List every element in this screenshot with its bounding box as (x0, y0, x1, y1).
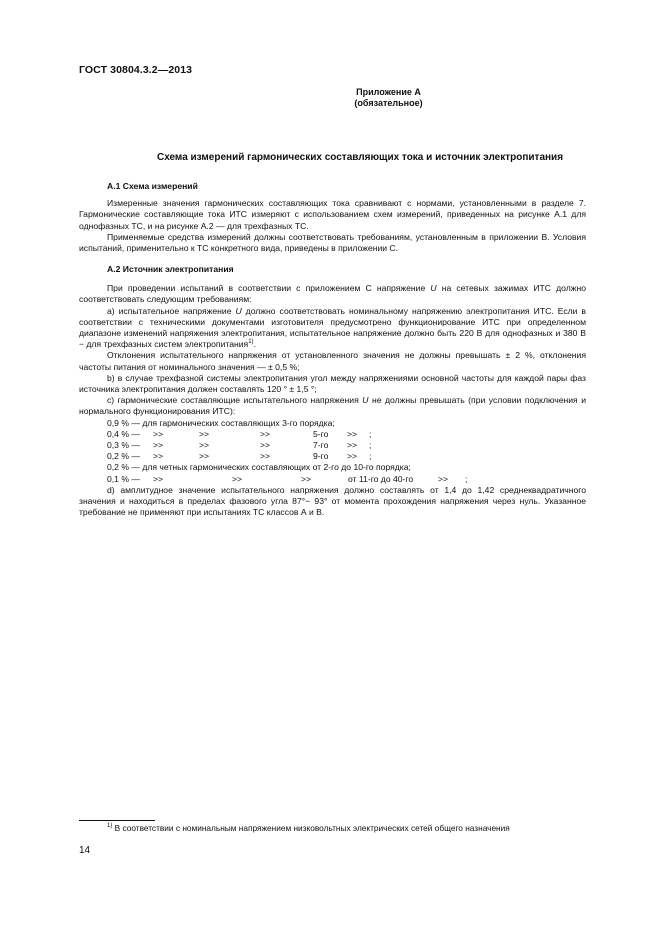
harmonic-order: 5-го (313, 428, 329, 439)
footnote-text: В соответствии с номинальным напряжением низковольтных электрических сетей общего назначения (112, 823, 510, 833)
ditto-mark: >> (260, 428, 271, 439)
requirement-a (79, 306, 586, 351)
ditto-mark: >> (153, 451, 164, 462)
ditto-mark: >> (260, 451, 271, 462)
text: на сетевых зажимах ИТС должно соответствовать следующим требованиям: (79, 283, 586, 305)
text: должно соответствовать номинальному напряжению электропитания ИТС. Если в соответствии с техническими документами изготовителя предусмотрено функционирование ИТС при определенном диапазоне изменений напряжения электропитания, испытательное напряжение должно быть 220 В для однофазных и 380 В − для трехфазных систем электропитания (79, 305, 586, 350)
annex-title: Приложение А (356, 87, 421, 97)
limit-percent: 0,2 % — (107, 451, 140, 462)
requirement-b: b) в случае трехфазной системы электропитания угол между напряжениями основной частоты для каждой пары фаз источника электропитания должен составлять 120 ° ± 1,5 °; (79, 372, 586, 395)
limit-percent: 0,1 % — (107, 473, 140, 484)
ditto-mark: >> (199, 451, 210, 462)
harmonic-order: от 11-го до 40-го (348, 473, 414, 484)
ditto-mark: >> (153, 473, 164, 484)
text: а) испытательное напряжение (107, 305, 236, 316)
section-a2 (79, 264, 586, 518)
page-number: 14 (79, 845, 91, 856)
limit-line: 0,2 % — для четных гармонических составляющих от 2-го до 10-го порядка; (107, 462, 411, 473)
ditto-mark: >> (301, 473, 312, 484)
paragraph: Измеренные значения гармонических составляющих тока сравнивают с нормами, установленными в разделе 7. Гармонические составляющие тока ИТС измеряют с использованием схем измерений, приведенных на рисунке А.1 для однофазных ТС, и на рисунке А.2 — для трехфазных ТС. (79, 198, 586, 231)
ditto-mark: >> (438, 473, 449, 484)
ditto-mark: >> (260, 440, 271, 451)
ditto-mark: >> (347, 428, 358, 439)
limit-percent: 0,4 % — (107, 428, 140, 439)
limit-percent: 0,3 % — (107, 440, 140, 451)
voltage-symbol: U (362, 395, 369, 406)
line-end: ; (465, 473, 468, 484)
limit-row (79, 451, 586, 462)
annex-heading (300, 87, 477, 109)
ditto-mark: >> (153, 440, 164, 451)
ditto-mark: >> (153, 428, 164, 439)
voltage-symbol: U (430, 283, 437, 294)
line-end: ; (369, 428, 372, 439)
limit-row (79, 429, 586, 440)
ditto-mark: >> (347, 451, 358, 462)
harmonic-order: 9-го (313, 451, 329, 462)
page-title: Схема измерений гармонических составляющих тока и источник электропитания (156, 152, 564, 163)
annex-status: (обязательное) (354, 98, 423, 108)
footnote-divider (79, 820, 155, 821)
limit-line: 0,9 % — для гармонических составляющих 3-го порядка; (107, 417, 335, 428)
limit-row (79, 474, 586, 485)
text: При проведении испытаний в соответствии с приложением С напряжение (107, 283, 431, 294)
requirement-c (79, 395, 586, 417)
harmonic-order: 7-го (313, 440, 329, 451)
text: . (253, 339, 256, 350)
text: не должны превышать (при условии подключения и нормального функционирования ИТС): (79, 395, 586, 417)
limit-row (79, 440, 586, 451)
ditto-mark: >> (347, 440, 358, 451)
document-id: ГОСТ 30804.3.2—2013 (79, 64, 193, 76)
voltage-symbol: U (235, 305, 242, 316)
ditto-mark: >> (199, 428, 210, 439)
ditto-mark: >> (199, 440, 210, 451)
section-heading-a1: А.1 Схема измерений (107, 181, 198, 191)
section-heading-a2: А.2 Источник электропитания (107, 264, 234, 274)
section-a1 (79, 181, 586, 254)
paragraph-intro (79, 283, 586, 305)
line-end: ; (369, 451, 372, 462)
footnote-mark: 1) (107, 823, 113, 829)
paragraph: Применяемые средства измерений должны соответствовать требованиям, установленным в приложении В. Условия испытаний, применительно к ТС конкретного вида, приведены в приложении С. (79, 231, 586, 254)
text: с) гармонические составляющие испытательного напряжения (107, 395, 363, 406)
ditto-mark: >> (232, 473, 243, 484)
paragraph: Отклонения испытательного напряжения от установленного значения не должны превышать ± 2 %, отклонения частоты питания от номинального значения — ± 0,5 %; (79, 350, 586, 372)
footnote (79, 823, 589, 833)
requirement-d: d) амплитудное значение испытательного напряжения должно составлять от 1,4 до 1,42 среднеквадратичного значения и находиться в пределах фазового угла 87°− 93° от момента прохождения напряжения через нуль. Указанное требование не применяют при испытаниях ТС классов А и В. (79, 484, 586, 518)
footnote-reference[interactable]: 1) (248, 339, 254, 346)
line-end: ; (369, 440, 372, 451)
